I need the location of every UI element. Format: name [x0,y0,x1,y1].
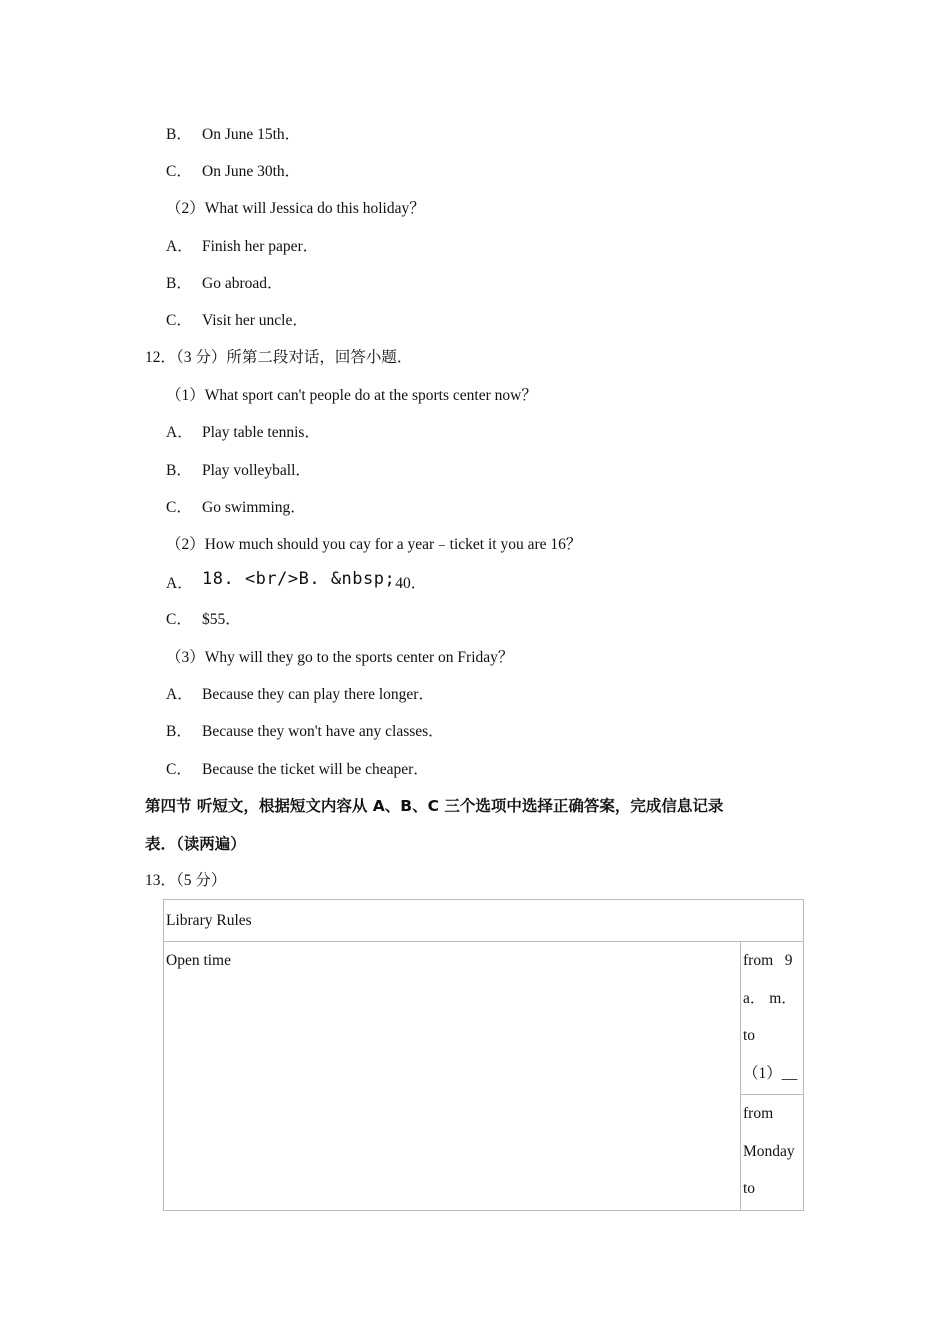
open-days-cell [741,1095,804,1211]
question-prompt: （2）How much should you cay for a year﹣ticket it you are 16？ [166,536,582,553]
option-c [166,311,308,331]
option-letter: C． [166,312,192,329]
option-text: Because they can play there longer． [202,686,434,703]
row-label: Open time [166,952,231,969]
option-text: 40． [395,575,427,592]
table-title-cell [164,900,804,942]
option-text: Finish her paper． [202,238,319,255]
option-b [166,461,311,481]
cell-line: a． m． [743,989,797,1007]
option-text: Because they won't have any classes． [202,723,444,740]
question-heading: 13．（5 分） [145,872,227,889]
option-letter: A． [166,686,193,703]
option-letter: C． [166,761,192,778]
option-text: On June 15th． [202,126,301,143]
option-letter: C． [166,163,192,180]
option-letter: B． [166,275,192,292]
option-text: Because the ticket will be cheaper． [202,761,429,778]
option-a [166,423,320,443]
option-text: $55． [202,611,241,628]
open-time-cell [741,942,804,1095]
option-c [166,498,306,518]
option-letter: B． [166,462,192,479]
question-heading: 12．（3 分）所第二段对话，回答小题． [145,349,413,366]
question-prompt: （2）What will Jessica do this holiday？ [166,200,425,217]
option-c [166,162,300,182]
option-c [166,760,429,780]
option-a [166,569,427,594]
option-letter: B． [166,723,192,740]
question-prompt: （3）Why will they go to the sports center on Friday？ [166,649,514,666]
cell-line: from 9 [743,952,793,969]
option-b [166,722,444,742]
option-c [166,610,241,630]
option-letter: A． [166,424,193,441]
section-heading-cont: 表．（读两遍） [145,835,246,853]
library-rules-table [163,899,804,1211]
cell-line: Monday [743,1142,795,1160]
option-letter: C． [166,611,192,628]
option-text: Play table tennis． [202,424,320,441]
option-b [166,125,300,145]
option-text: Play volleyball． [202,462,311,479]
option-text: On June 30th． [202,163,301,180]
option-a [166,685,434,705]
garbled-text-image: 18. <br/>B. &nbsp; [202,569,396,589]
open-time-label-cell [164,942,741,1211]
table-title: Library Rules [166,912,252,929]
option-letter: C． [166,499,192,516]
option-b [166,274,283,294]
cell-line: to [743,1027,756,1044]
cell-line: to [743,1180,756,1197]
option-text: Go abroad． [202,275,283,292]
question-prompt: （1）What sport can't people do at the sports center now？ [166,387,537,404]
option-letter: A． [166,238,193,255]
option-letter: B． [166,126,192,143]
option-letter: A． [166,575,193,592]
option-a [166,237,318,257]
blank-1: （1）__ [743,1064,798,1082]
cell-line: from [743,1105,774,1122]
option-text: Visit her uncle． [202,312,308,329]
option-text: Go swimming． [202,499,306,516]
section-heading: 第四节 听短文，根据短文内容从 A、B、C 三个选项中选择正确答案，完成信息记录 [145,797,724,815]
